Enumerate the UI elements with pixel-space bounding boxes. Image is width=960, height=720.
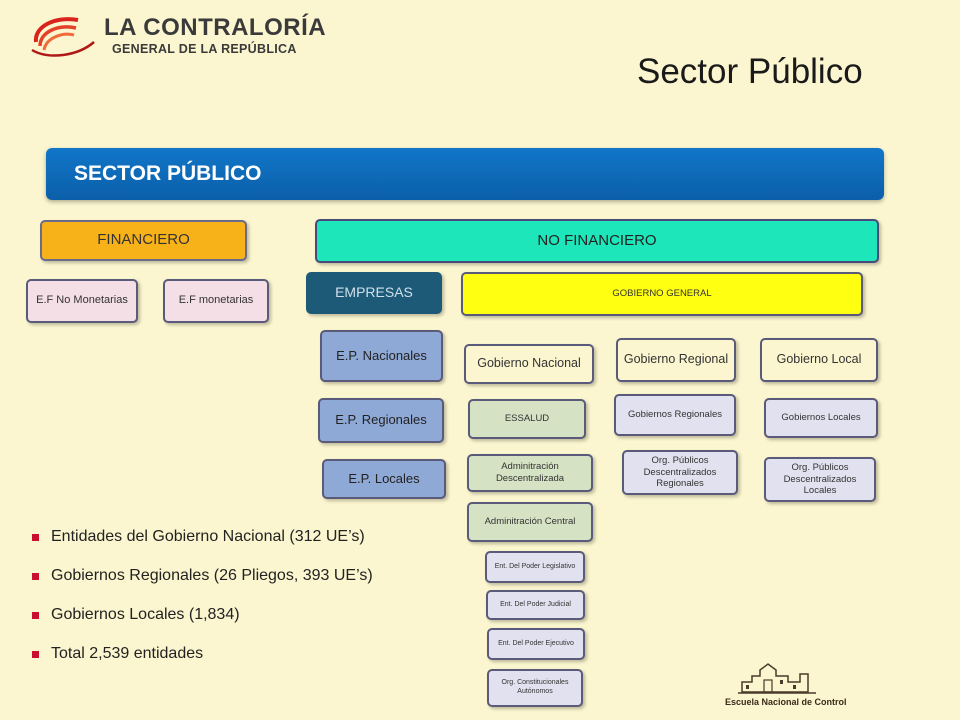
ep-locales-label: E.P. Locales (348, 470, 420, 486)
poder-judicial-box (486, 590, 585, 620)
ep-regionales-label: E.P. Regionales (335, 412, 427, 428)
opd-regionales-label: Org. Públicos Descentralizados Regionales (643, 454, 717, 490)
org-constitucionales-label: Org. Constitucionales Autónomos (501, 679, 569, 695)
no-financiero-label: NO FINANCIERO (537, 231, 657, 249)
gobierno-regional-box (616, 338, 736, 382)
gobiernos-regionales-box (614, 394, 736, 436)
bullet-square-icon (32, 651, 39, 658)
administracion-central-label: Adminitración Central (484, 516, 576, 528)
administracion-descentralizada-label: Adminitración Descentralizada (495, 461, 565, 484)
logo-subtitle: GENERAL DE LA REPÚBLICA (112, 42, 297, 56)
summary-list (32, 528, 373, 684)
bullet-text: Gobiernos Regionales (26 Pliegos, 393 UE’s) (51, 567, 373, 584)
gobierno-local-box (760, 338, 878, 382)
ep-nacionales-label: E.P. Nacionales (336, 347, 427, 363)
financiero-label: FINANCIERO (97, 231, 190, 249)
bullet-square-icon (32, 573, 39, 580)
ep-locales-box (322, 459, 446, 499)
financiero-box (40, 220, 247, 261)
list-item (32, 606, 373, 645)
poder-ejecutivo-box (487, 628, 585, 660)
poder-ejecutivo-label: Ent. Del Poder Ejecutivo (498, 639, 574, 647)
poder-legislativo-label: Ent. Del Poder Legislativo (494, 562, 576, 570)
gobiernos-locales-box (764, 398, 878, 438)
poder-judicial-label: Ent. Del Poder Judicial (500, 600, 571, 608)
bullet-square-icon (32, 534, 39, 541)
gobiernos-locales-label: Gobiernos Locales (781, 412, 861, 424)
gobierno-general-box (461, 272, 863, 316)
empresas-box (306, 272, 442, 314)
ef-monetarias-label: E.F monetarias (178, 294, 254, 307)
essalud-box (468, 399, 586, 439)
ef-monetarias-box (163, 279, 269, 323)
logo-title: LA CONTRALORÍA (104, 14, 327, 41)
gobierno-local-label: Gobierno Local (776, 352, 862, 367)
ep-regionales-box (318, 398, 444, 443)
list-item (32, 645, 373, 684)
bullet-text: Gobiernos Locales (1,834) (51, 606, 240, 623)
bullet-text: Entidades del Gobierno Nacional (312 UE’s) (51, 528, 365, 545)
list-item (32, 528, 373, 567)
gobiernos-regionales-label: Gobiernos Regionales (627, 409, 722, 421)
list-item (32, 567, 373, 606)
gobierno-regional-label: Gobierno Regional (623, 352, 729, 367)
gobierno-nacional-label: Gobierno Nacional (477, 356, 581, 371)
bullet-square-icon (32, 612, 39, 619)
ep-nacionales-box (320, 330, 443, 382)
org-constitucionales-box (487, 669, 583, 707)
page-title: Sector Público (637, 52, 863, 91)
no-financiero-box (315, 219, 879, 263)
bullet-text: Total 2,539 entidades (51, 645, 204, 662)
school-building-icon (738, 660, 818, 696)
opd-locales-label: Org. Públicos Descentralizados Locales (783, 461, 857, 497)
administracion-descentralizada-box (467, 454, 593, 492)
essalud-label: ESSALUD (504, 413, 550, 425)
sector-publico-bar (46, 148, 884, 200)
administracion-central-box (467, 502, 593, 542)
school-name: Escuela Nacional de Control (725, 697, 847, 707)
gobierno-general-label: GOBIERNO GENERAL (612, 288, 712, 300)
empresas-label: EMPRESAS (335, 284, 413, 301)
opd-regionales-box (622, 450, 738, 495)
gobierno-nacional-box (464, 344, 594, 384)
contraloria-logo-icon (28, 12, 102, 60)
opd-locales-box (764, 457, 876, 502)
ef-no-monetarias-box (26, 279, 138, 323)
ef-no-monetarias-label: E.F No Monetarias (36, 294, 128, 307)
sector-publico-label: SECTOR PÚBLICO (74, 161, 262, 185)
poder-legislativo-box (485, 551, 585, 583)
